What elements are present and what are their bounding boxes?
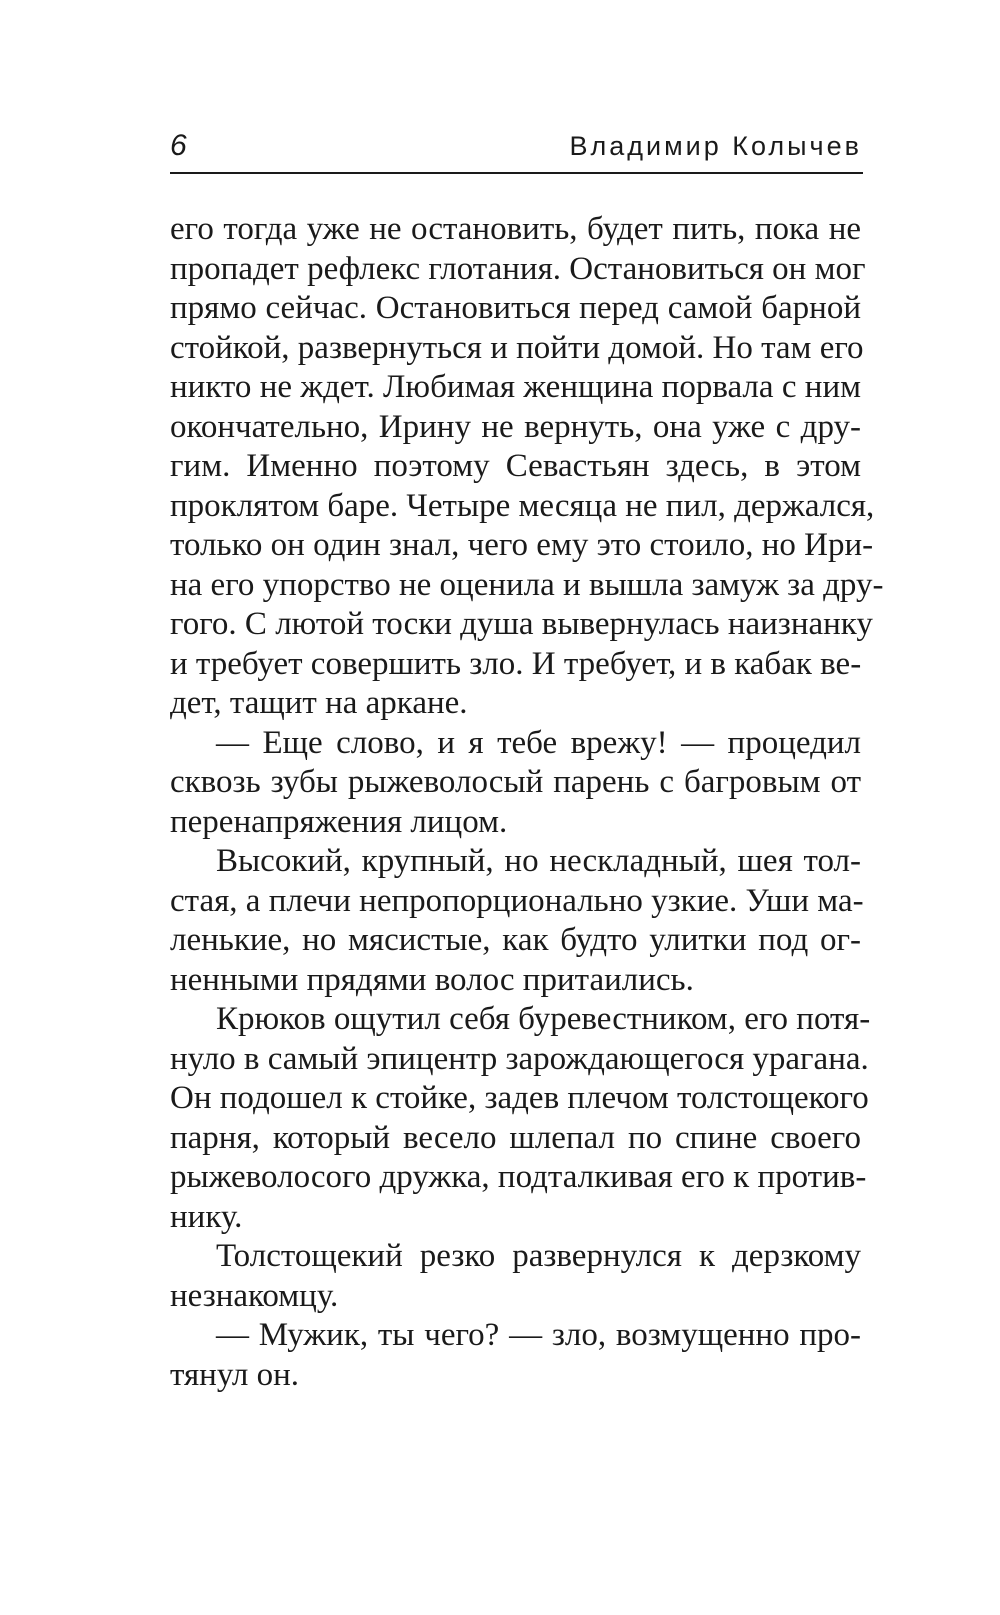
text-line: перенапряжения лицом. — [170, 803, 508, 840]
text-line: стая, а плечи непропорционально узкие. Уши ма- — [170, 882, 864, 919]
paragraph — [170, 842, 864, 1000]
text-line: на его упорство не оценила и вышла замуж за дру- — [170, 566, 884, 603]
text-line: гим. Именно поэтому Севастьян здесь, в этом — [170, 448, 861, 484]
text-line: прямо сейчас. Остановиться перед самой барной — [170, 290, 861, 326]
text-line: Высокий, крупный, но нескладный, шея тол- — [216, 843, 861, 879]
paragraph — [170, 724, 861, 843]
paragraph — [170, 1000, 871, 1237]
text-line: нику. — [170, 1198, 243, 1235]
text-line: пропадет рефлекс глотания. Остановиться он мог — [170, 250, 866, 287]
paragraph — [170, 1237, 861, 1316]
text-line: только он один знал, чего ему это стоило, но Ири- — [170, 527, 874, 563]
text-line: нуло в самый эпицентр зарождающегося урагана. — [170, 1040, 869, 1077]
text-line: дет, тащит на аркане. — [170, 685, 468, 721]
paragraph — [170, 1316, 861, 1395]
text-line: незнакомцу. — [170, 1277, 339, 1314]
text-line: — Еще слово, и я тебе врежу! — процедил — [216, 724, 861, 761]
text-line: — Мужик, ты чего? — зло, возмущенно про- — [216, 1317, 861, 1353]
text-line: его тогда уже не остановить, будет пить, пока не — [170, 211, 861, 247]
text-line: парня, который весело шлепал по спине своего — [170, 1119, 861, 1156]
text-line: ненными прядями волос притаились. — [170, 961, 694, 998]
text-line: ленькие, но мясистые, как будто улитки под ог- — [170, 922, 861, 958]
running-head-author: Владимир Колычев — [569, 131, 862, 161]
text-line: проклятом баре. Четыре месяца не пил, держался, — [170, 487, 875, 524]
paragraph — [170, 210, 884, 724]
text-line: Толстощекий резко развернулся к дерзкому — [216, 1238, 861, 1274]
text-line: тянул он. — [170, 1356, 300, 1393]
text-line: Крюков ощутил себя буревестником, его потя- — [216, 1001, 871, 1037]
text-line: стойкой, развернуться и пойти домой. Но там его — [170, 329, 864, 366]
text-line: окончательно, Ирину не вернуть, она уже с дру- — [170, 408, 861, 445]
text-line: никто не ждет. Любимая женщина порвала с ним — [170, 369, 861, 405]
text-line: рыжеволосого дружка, подталкивая его к против- — [170, 1159, 867, 1195]
text-line: сквозь зубы рыжеволосый парень с багровым от — [170, 764, 861, 800]
page-number: 6 — [170, 129, 187, 162]
text-line: гого. С лютой тоски душа вывернулась наизнанку — [170, 606, 873, 642]
text-line: и требует совершить зло. И требует, и в кабак ве- — [170, 645, 862, 682]
header-rule — [170, 172, 863, 174]
text-line: Он подошел к стойке, задев плечом толстощекого — [170, 1080, 869, 1116]
body-text — [170, 210, 884, 1395]
